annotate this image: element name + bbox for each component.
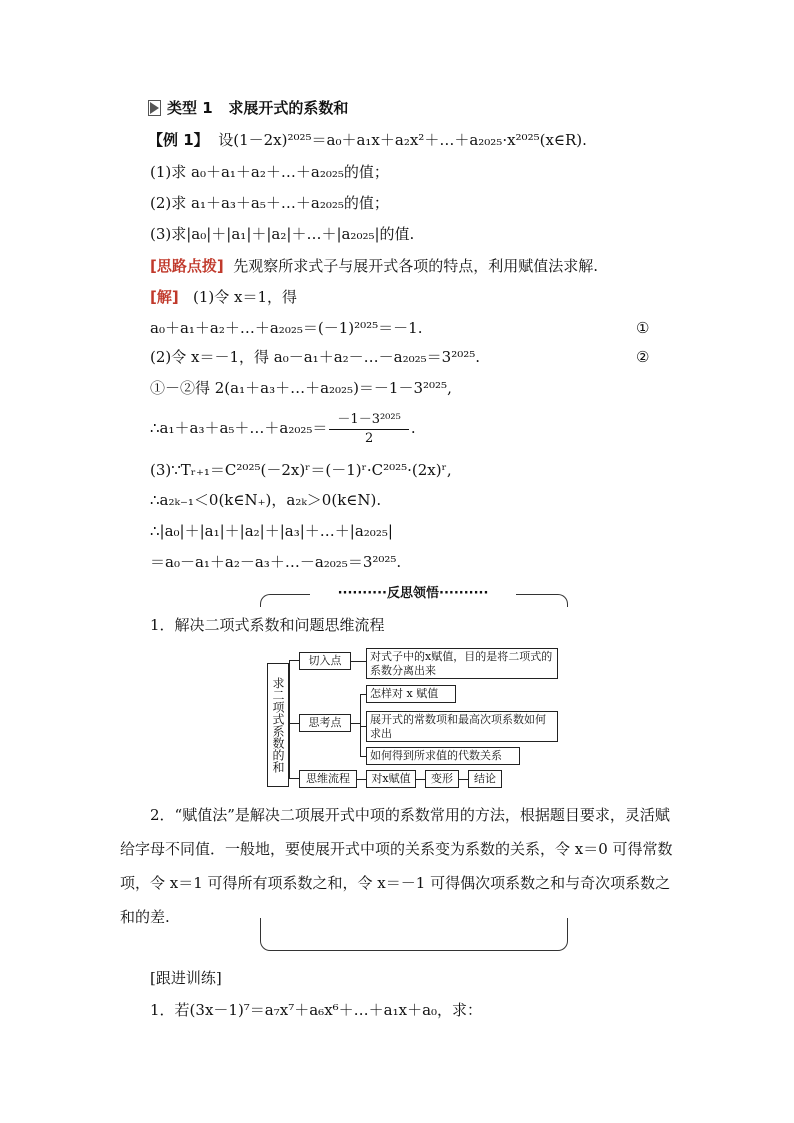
fraction-denominator: 2 [364,430,374,446]
example-stem: 设(1－2x)²⁰²⁵＝a₀＋a₁x＋a₂x²＋…＋a₂₀₂₅·x²⁰²⁵(x∈R). [218,131,587,149]
flow-step-2: 变形 [425,770,459,788]
solution-line-4: ①－②得 2(a₁＋a₃＋…＋a₂₀₂₅)＝－1－3²⁰²⁵, [150,379,452,397]
reflection-item-2: 2．“赋值法”是解决二项展开式中项的系数常用的方法，根据题目要求，灵活赋给字母不同值．一般地，要使展开式中项的关系变为系数的关系，令 x＝0 可得常数项，令 x＝1 可得所有项系数之和，令 x＝－1 可得偶次项系数之和与奇次项系数之和的差. [120,806,673,926]
diagram-link [351,723,360,724]
thinking-item-3: 如何得到所求值的代数关系 [366,747,520,765]
diagram-link [289,723,299,724]
question-1: (1)求 a₀＋a₁＋a₂＋…＋a₂₀₂₅的值； [150,163,389,181]
flow-step-1: 对x赋值 [366,770,416,788]
branch-flow: 思维流程 [299,770,357,788]
solution-tag: [解] [150,288,179,306]
branch-entry-point: 切入点 [299,652,351,670]
solution-line-5 [150,408,416,448]
reflection-item-1: 1．解决二项式系数和问题思维流程 [150,616,385,634]
diagram-link [459,779,468,780]
hint-text: 先观察所求式子与展开式各项的特点，利用赋值法求解. [233,257,599,275]
hint-tag: [思路点拨] [150,257,224,275]
solution-sum-odd: ∴a₁＋a₃＋a₅＋…＋a₂₀₂₅＝ [150,419,328,437]
solution-line-3: (2)令 x＝－1，得 a₀－a₁＋a₂－…－a₂₀₂₅＝3²⁰²⁵. [150,348,481,366]
period: . [410,419,416,437]
type-header [150,98,348,118]
diagram-trunk [289,660,290,778]
example-tag: 【例 1】 [148,131,209,149]
diagram-link [357,779,366,780]
type-label: 类型 1 [167,99,213,117]
type-title: 求展开式的系数和 [228,99,349,117]
fraction [329,411,408,448]
question-3: (3)求|a₀|＋|a₁|＋|a₂|＋…＋|a₂₀₂₅|的值. [150,225,415,243]
reflection-title-text: 反思领悟 [386,586,439,601]
diagram-root: 求二项式系数的和 [267,663,289,787]
diagram-link [289,778,299,779]
branch-thinking-point: 思考点 [299,714,351,732]
question-2: (2)求 a₁＋a₃＋a₅＋…＋a₂₀₂₅的值； [150,194,389,212]
diagram-link [360,694,361,756]
solution-line-7: ∴a₂ₖ₋₁＜0(k∈N₊)，a₂ₖ＞0(k∈N). [150,491,382,509]
thinking-item-2: 展开式的常数项和最高次项系数如何求出 [366,711,558,742]
solution-line-9: ＝a₀－a₁＋a₂－a₃＋…－a₂₀₂₅＝3²⁰²⁵. [150,553,402,571]
solution-line-8: ∴|a₀|＋|a₁|＋|a₂|＋|a₃|＋…＋|a₂₀₂₅| [150,522,393,540]
diagram-link [289,660,299,661]
practice-tag: [跟进训练] [150,969,222,987]
reflection-title: ··········反思领悟·········· [310,582,516,601]
practice-question-1: 1．若(3x－1)⁷＝a₇x⁷＋a₆x⁶＋…＋a₁x＋a₀，求： [150,1001,483,1019]
solution-text-1: (1)令 x＝1，得 [193,288,298,306]
flow-step-3: 结论 [468,770,502,788]
example-stem-line [148,130,587,150]
equation-marker-2: ② [636,348,650,366]
diagram-link [416,779,425,780]
reflection-frame-bottom [260,918,568,951]
fraction-numerator: －1－3²⁰²⁵ [329,411,408,430]
play-icon [150,102,159,114]
solution-line-1 [150,287,297,307]
equation-marker-1: ① [636,319,650,337]
entry-point-text: 对式子中的x赋值，目的是将二项式的系数分离出来 [366,648,558,679]
solution-line-2: a₀＋a₁＋a₂＋…＋a₂₀₂₅＝(－1)²⁰²⁵＝－1. [150,319,423,337]
hint-line [150,256,598,276]
solution-line-6: (3)∵Tᵣ₊₁＝C²⁰²⁵(－2x)ʳ＝(－1)ʳ·C²⁰²⁵·(2x)ʳ, [150,461,452,479]
diagram-link [351,661,366,662]
thinking-item-1: 怎样对 x 赋值 [366,685,456,703]
